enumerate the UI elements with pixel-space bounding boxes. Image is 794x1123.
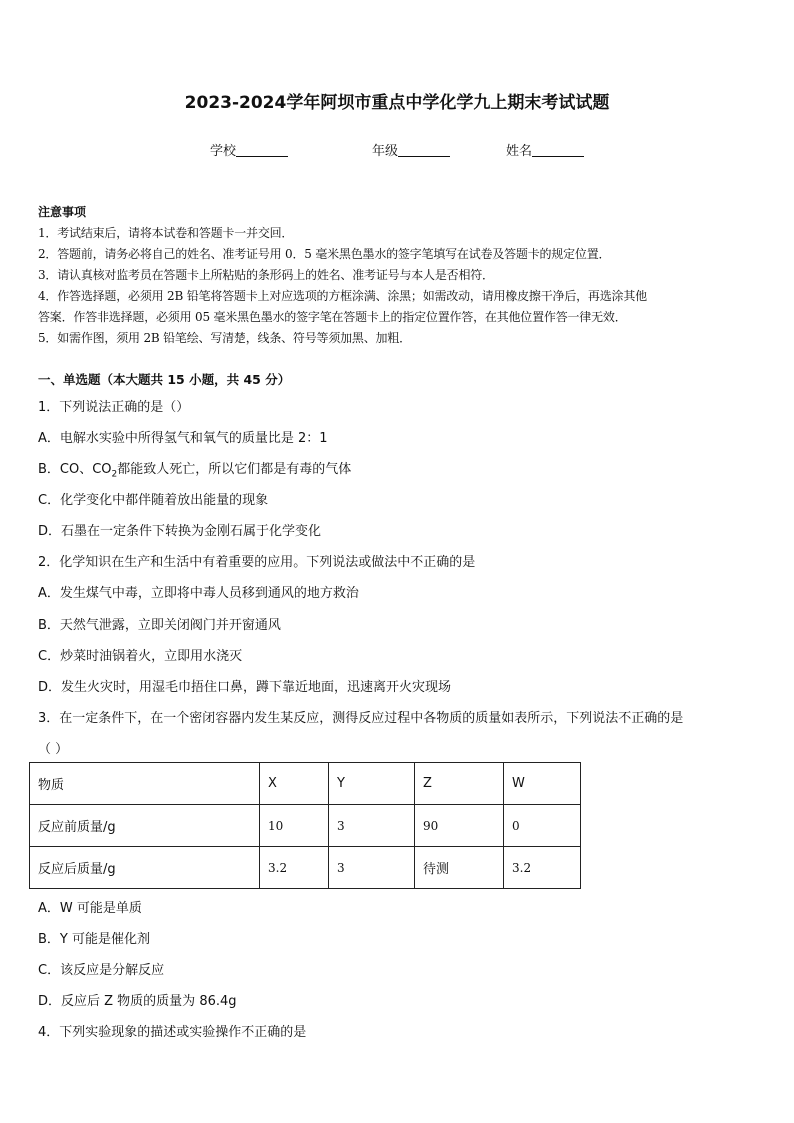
note-item: 2．答题前，请务必将自己的姓名、准考证号用 0．5 毫米黑色墨水的签字笔填写在试卷及答题卡的规定位置． <box>38 247 611 261</box>
name-blank <box>532 144 584 157</box>
table-cell: 3.2 <box>260 847 329 889</box>
q3-option-b: B．Y 可能是催化剂 <box>38 932 150 947</box>
name-label: 姓名 <box>506 144 533 159</box>
question-3-paren: （ ） <box>38 742 69 757</box>
note-item: 3．请认真核对监考员在答题卡上所粘贴的条形码上的姓名、准考证号与本人是否相符． <box>38 268 494 282</box>
q1-option-d: D．石墨在一定条件下转换为金刚石属于化学变化 <box>38 524 322 539</box>
school-blank <box>236 144 288 157</box>
table-cell: 10 <box>260 805 329 847</box>
table-cell: 0 <box>504 805 581 847</box>
q2-option-c: C．炒菜时油锅着火，立即用水浇灭 <box>38 649 243 664</box>
q3-option-c: C．该反应是分解反应 <box>38 963 165 978</box>
table-cell: 3.2 <box>504 847 581 889</box>
table-cell: Z <box>415 763 504 805</box>
table-row <box>30 763 581 805</box>
school-field <box>210 140 288 159</box>
grade-blank <box>398 144 450 157</box>
table-cell: 90 <box>415 805 504 847</box>
note-item: 1．考试结束后，请将本试卷和答题卡一并交回． <box>38 226 294 240</box>
table-cell: X <box>260 763 329 805</box>
exam-title: 2023-2024学年阿坝市重点中学化学九上期末考试试题 <box>184 93 610 113</box>
q2-option-d: D．发生火灾时，用湿毛巾捂住口鼻，蹲下靠近地面，迅速离开火灾现场 <box>38 680 452 695</box>
question-1-stem: 1．下列说法正确的是（） <box>38 400 190 415</box>
table-cell: 3 <box>329 805 415 847</box>
table-cell: Y <box>329 763 415 805</box>
grade-label: 年级 <box>372 144 399 159</box>
q2-option-a: A．发生煤气中毒，立即将中毒人员移到通风的地方救治 <box>38 586 359 601</box>
name-field <box>506 140 584 159</box>
table-cell: 3 <box>329 847 415 889</box>
mass-table <box>29 762 581 889</box>
table-row <box>30 847 581 889</box>
q1-option-b-rest: 都能致人死亡，所以它们都是有毒的气体 <box>117 462 352 477</box>
grade-field <box>372 140 450 159</box>
q1-option-a: A．电解水实验中所得氢气和氧气的质量比是 2：1 <box>38 431 328 446</box>
table-cell: 物质 <box>30 763 260 805</box>
section-heading: 一、单选题（本大题共 15 小题，共 45 分） <box>38 372 291 387</box>
q3-option-a: A．W 可能是单质 <box>38 901 142 916</box>
note-item: 4．作答选择题，必须用 2B 铅笔将答题卡上对应选项的方框涂满、涂黑；如需改动，请用橡皮擦干净后，再选涂其他 <box>38 289 647 303</box>
table-row <box>30 805 581 847</box>
subscript: 2 <box>111 469 118 480</box>
q1-option-b <box>38 458 351 480</box>
note-item: 答案．作答非选择题，必须用 05 毫米黑色墨水的签字笔在答题卡上的指定位置作答，在其他位置作答一律无效． <box>38 310 627 324</box>
note-item: 5．如需作图，须用 2B 铅笔绘、写清楚，线条、符号等须加黑、加粗． <box>38 331 411 345</box>
table-cell: W <box>504 763 581 805</box>
q2-option-b: B．天然气泄露，立即关闭阀门并开窗通风 <box>38 618 281 633</box>
q1-option-c: C．化学变化中都伴随着放出能量的现象 <box>38 493 269 508</box>
table-cell: 反应前质量/g <box>30 805 260 847</box>
question-4-stem: 4．下列实验现象的描述或实验操作不正确的是 <box>38 1025 307 1040</box>
school-label: 学校 <box>210 144 237 159</box>
q3-option-d: D．反应后 Z 物质的质量为 86.4g <box>38 994 237 1009</box>
table-cell: 反应后质量/g <box>30 847 260 889</box>
q1-option-b-text: B．CO、CO <box>38 462 112 477</box>
table-cell: 待测 <box>415 847 504 889</box>
question-3-stem: 3．在一定条件下，在一个密闭容器内发生某反应，测得反应过程中各物质的质量如表所示，下列说法不正确的是 <box>38 711 684 726</box>
notes-heading: 注意事项 <box>38 205 87 219</box>
question-2-stem: 2．化学知识在生产和生活中有着重要的应用。下列说法或做法中不正确的是 <box>38 555 476 570</box>
